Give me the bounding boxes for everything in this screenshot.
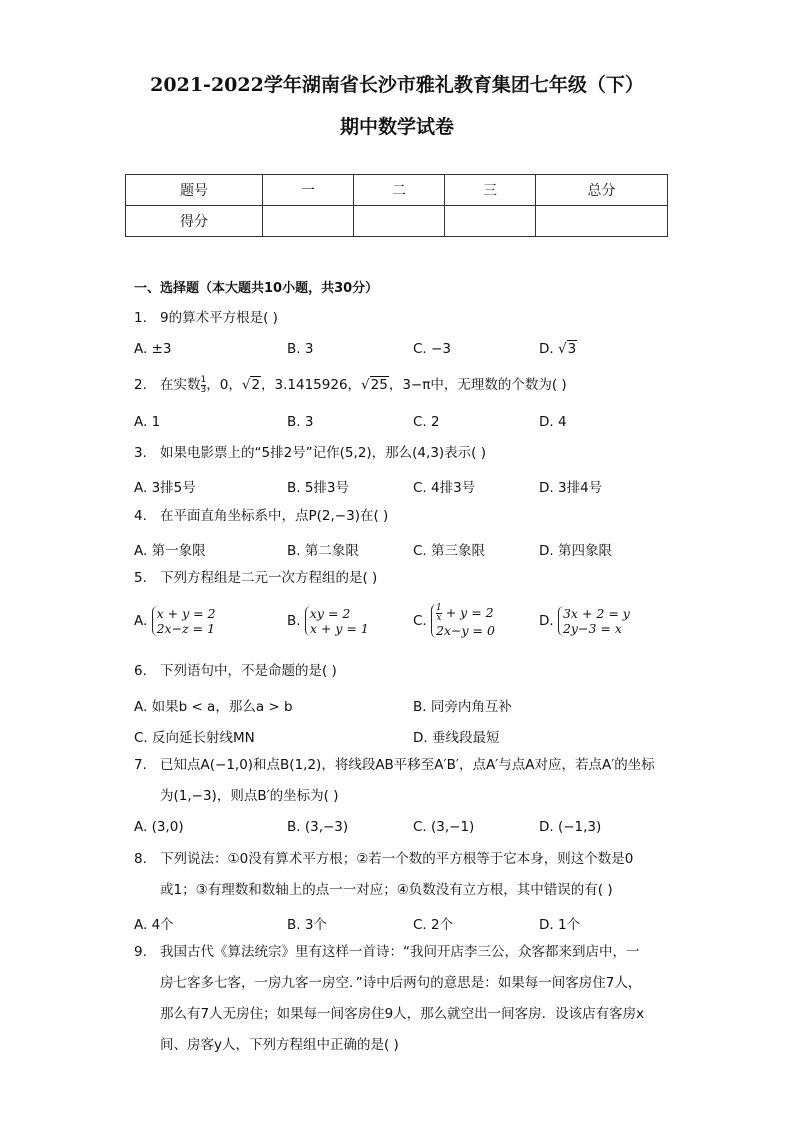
q1-option-a: A. ±3 [134, 341, 172, 357]
q3-option-c: C. 4排3号 [413, 480, 476, 496]
score-table [125, 174, 668, 237]
score-header-cell: 三 [445, 175, 536, 206]
question-text: 9的算术平方根是( ) [160, 310, 278, 326]
score-table-header-row [126, 175, 668, 206]
equation: x + y = 2 [156, 606, 216, 621]
fraction-numerator: 1 [436, 603, 442, 613]
question-number: 1. [134, 310, 147, 326]
q7-option-c: C. (3,−1) [413, 819, 475, 835]
q5-option-b [287, 606, 369, 636]
equation-system [152, 606, 216, 636]
q4-option-a: A. 第一象限 [134, 543, 206, 559]
score-header-cell: 题号 [126, 175, 263, 206]
q2-option-c: C. 2 [413, 414, 440, 430]
exam-title-line1: 2021-2022学年湖南省长沙市雅礼教育集团七年级（下） [150, 74, 644, 96]
equation: x + y = 1 [309, 621, 369, 636]
question-number: 3. [134, 445, 147, 461]
q6-option-b: B. 同旁内角互补 [413, 699, 512, 715]
q5-option-c [413, 604, 495, 638]
score-header-cell: 二 [354, 175, 445, 206]
radicand: 3 [567, 341, 577, 357]
question-text: 如果电影票上的“5排2号”记作(5,2)，那么(4,3)表示( ) [160, 445, 486, 461]
question-6 [134, 656, 337, 686]
radicand: 25 [370, 377, 388, 393]
q6-option-a: A. 如果b < a，那么a > b [134, 699, 293, 715]
score-table-score-row [126, 206, 668, 237]
question-8 [134, 844, 633, 874]
q8-option-d: D. 1个 [539, 917, 581, 933]
fraction [436, 604, 442, 623]
q6-option-d: D. 垂线段最短 [413, 730, 500, 746]
q7-option-a: A. (3,0) [134, 819, 184, 835]
equation-system [305, 606, 369, 636]
question-text: 下列说法：①0没有算术平方根；②若一个数的平方根等于它本身，则这个数是0 [160, 851, 634, 867]
q4-option-b: B. 第二象限 [287, 543, 359, 559]
equation-system [558, 606, 630, 636]
equation: 3x + 2 = y [562, 606, 630, 621]
score-cell [445, 206, 536, 237]
q2-option-a: A. 1 [134, 414, 161, 430]
option-label: C. [413, 613, 427, 629]
q2-option-b: B. 3 [287, 414, 314, 430]
question-text: 在平面直角坐标系中，点P(2,−3)在( ) [160, 508, 389, 524]
q2-option-d: D. 4 [539, 414, 567, 430]
equation: 2x−z = 1 [156, 621, 216, 636]
option-label: D. [539, 613, 554, 629]
q7-option-b: B. (3,−3) [287, 819, 349, 835]
equation: 2y−3 = x [562, 621, 622, 636]
equation: xy = 2 [309, 606, 351, 621]
q3-option-d: D. 3排4号 [539, 480, 603, 496]
q3-option-b: B. 5排3号 [287, 480, 350, 496]
question-number: 9. [134, 944, 147, 960]
question-number: 7. [134, 757, 147, 773]
q3-option-a: A. 3排5号 [134, 480, 196, 496]
radicand: 2 [251, 377, 261, 393]
score-header-cell: 总分 [536, 175, 668, 206]
q1-option-d [539, 341, 577, 357]
section-heading: 一、选择题（本大题共10小题，共30分） [134, 281, 379, 296]
equation: 2x−y = 0 [436, 623, 495, 638]
score-cell [263, 206, 354, 237]
question-text: 在实数 [160, 377, 201, 393]
question-9-line4: 间、房客y人，下列方程组中正确的是( ) [160, 1037, 399, 1053]
equation-system [431, 604, 495, 638]
q4-option-c: C. 第三象限 [413, 543, 486, 559]
question-1 [134, 303, 278, 333]
question-number: 8. [134, 851, 147, 867]
score-header-cell: 一 [263, 175, 354, 206]
fraction-denominator: x [436, 613, 442, 623]
q8-option-c: C. 2个 [413, 917, 454, 933]
question-5 [134, 563, 377, 593]
question-8-line2: 或1；③有理数和数轴上的点一一对应；④负数没有立方根，其中错误的有( ) [160, 882, 613, 898]
question-text: 下列语句中，不是命题的是( ) [160, 663, 337, 679]
q5-option-d [539, 606, 630, 636]
question-number: 4. [134, 508, 147, 524]
score-cell [536, 206, 668, 237]
question-text: ，0，√ [206, 377, 251, 393]
score-cell [354, 206, 445, 237]
question-7-line2: 为(1,−3)，则点B′的坐标为( ) [160, 788, 339, 804]
exam-title-line2: 期中数学试卷 [339, 116, 454, 138]
question-9-line2: 房七客多七客，一房九客一房空．”诗中后两句的意思是：如果每一间客房住7人， [160, 975, 642, 991]
question-3 [134, 438, 486, 468]
question-number: 2. [134, 377, 147, 393]
equation: + y = 2 [445, 605, 494, 620]
q8-option-a: A. 4个 [134, 917, 174, 933]
fraction-numerator: 1 [200, 374, 207, 385]
q5-option-a [134, 606, 216, 636]
q6-option-c: C. 反向延长射线MN [134, 730, 255, 746]
q1-option-c: C. −3 [413, 341, 451, 357]
option-prefix: D. √ [539, 341, 567, 357]
question-number: 6. [134, 663, 147, 679]
question-7 [134, 750, 655, 780]
score-row-label: 得分 [126, 206, 263, 237]
question-4 [134, 501, 388, 531]
question-text: ，3−π中，无理数的个数为( ) [388, 377, 567, 393]
question-9 [134, 937, 640, 967]
question-2 [134, 370, 567, 400]
q1-option-b: B. 3 [287, 341, 314, 357]
q7-option-d: D. (−1,3) [539, 819, 602, 835]
question-number: 5. [134, 570, 147, 586]
question-text: 已知点A(−1,0)和点B(1,2)，将线段AB平移至A′B′，点A′与点A对应，若点A′的坐标 [160, 757, 655, 773]
question-text: ，3.1415926，√ [261, 377, 370, 393]
q4-option-d: D. 第四象限 [539, 543, 612, 559]
q8-option-b: B. 3个 [287, 917, 327, 933]
option-label: A. [134, 613, 148, 629]
fraction-denominator: 3 [200, 384, 207, 395]
question-text: 我国古代《算法统宗》里有这样一首诗：“我问开店李三公，众客都来到店中，一 [160, 944, 640, 960]
question-9-line3: 那么有7人无房住；如果每一间客房住9人，那么就空出一间客房．设该店有客房x [160, 1006, 645, 1022]
option-label: B. [287, 613, 301, 629]
question-text: 下列方程组是二元一次方程组的是( ) [160, 570, 378, 586]
